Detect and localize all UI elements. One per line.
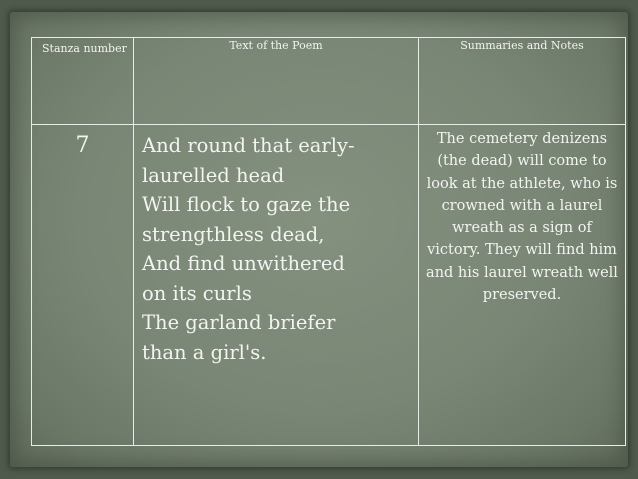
poem-line: laurelled head [142,163,285,187]
stanza-row [32,125,626,446]
poem-line: And find unwithered [142,252,345,275]
poem-line: on its curls [142,281,252,305]
poem-table [31,37,626,446]
stanza-number: 7 [32,125,134,446]
poem-line: strengthless dead, [142,222,325,246]
header-row [32,38,626,125]
summary-note: The cemetery denizens (the dead) will come to look at the athlete, who is crowned with a laurel wreath as a sign of victory. They will find him and his laurel wreath well preserved. [419,125,626,446]
poem-line: And round that early- [142,134,355,157]
poem-line: than a girl's. [142,340,267,364]
header-poem-text: Text of the Poem [134,38,419,125]
poem-line: The garland briefer [142,311,336,334]
header-summaries-notes: Summaries and Notes [419,38,626,125]
poem-line: Will flock to gaze the [142,193,351,216]
header-stanza-number: Stanza number [32,38,134,125]
poem-text-cell [134,125,419,446]
